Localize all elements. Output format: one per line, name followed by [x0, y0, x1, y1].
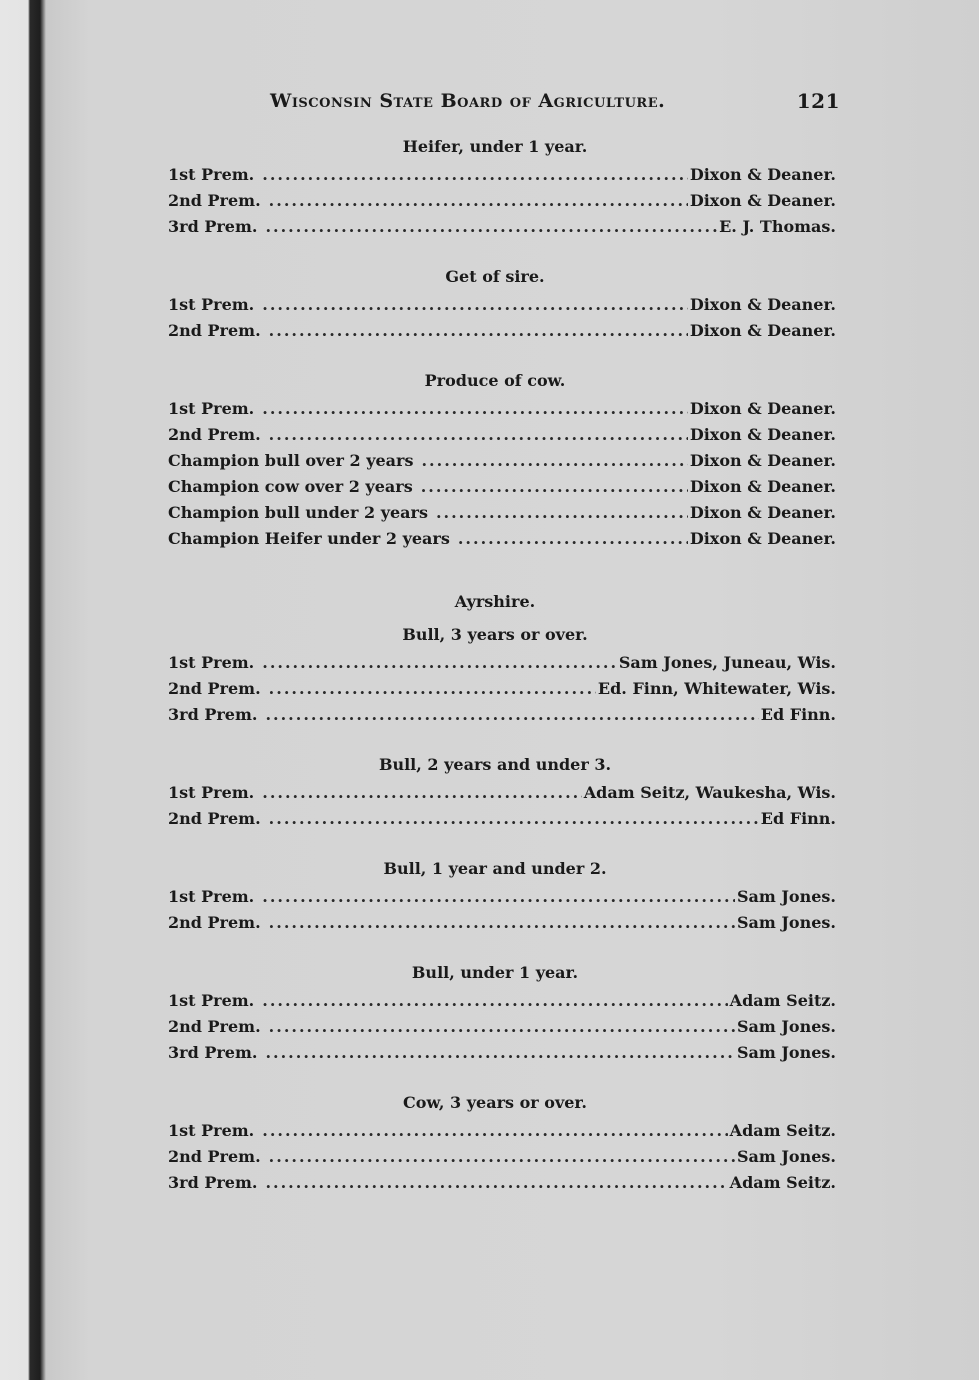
- premium-row: [150, 650, 840, 676]
- leader-dots: [269, 318, 688, 344]
- leader-dots: [269, 1144, 735, 1170]
- section-heading: Cow, 3 years or over.: [403, 1093, 587, 1112]
- premium-row: [150, 422, 840, 448]
- premium-winner: Adam Seitz.: [729, 1173, 836, 1192]
- premium-label: 2nd Prem.: [168, 913, 261, 932]
- premium-label: 1st Prem.: [168, 295, 255, 314]
- section-heading: Bull, 3 years or over.: [402, 625, 588, 644]
- premium-row: [150, 448, 840, 474]
- premium-winner: E. J. Thomas.: [719, 217, 836, 236]
- award-section: [150, 1092, 840, 1196]
- premium-label: 1st Prem.: [168, 1121, 255, 1140]
- premium-label: 1st Prem.: [168, 653, 255, 672]
- premium-winner: Dixon & Deaner.: [689, 503, 836, 522]
- leader-dots: [269, 188, 688, 214]
- premium-row: [150, 884, 840, 910]
- leader-dots: [458, 526, 688, 552]
- page-number: 121: [796, 89, 840, 113]
- premium-row: [150, 806, 840, 832]
- premium-winner: Dixon & Deaner.: [689, 477, 836, 496]
- award-section: [150, 962, 840, 1066]
- premium-row: [150, 1040, 840, 1066]
- premium-winner: Dixon & Deaner.: [689, 425, 836, 444]
- premium-label: 2nd Prem.: [168, 321, 261, 340]
- premium-label: 1st Prem.: [168, 165, 255, 184]
- premium-winner: Sam Jones.: [736, 1043, 836, 1062]
- premium-label: 2nd Prem.: [168, 1017, 261, 1036]
- premium-row: [150, 396, 840, 422]
- page-content: [150, 86, 840, 1196]
- leader-dots: [265, 1170, 727, 1196]
- breed-block: [150, 590, 840, 1196]
- leader-dots: [421, 448, 687, 474]
- award-section: [150, 754, 840, 832]
- premium-label: 2nd Prem.: [168, 809, 261, 828]
- page-title: Wisconsin State Board of Agriculture.: [270, 90, 666, 112]
- premium-row: [150, 1014, 840, 1040]
- premium-row: [150, 702, 840, 728]
- premium-label: Champion bull over 2 years: [168, 451, 414, 470]
- premium-row: [150, 162, 840, 188]
- leader-dots: [262, 780, 582, 806]
- leader-dots: [269, 422, 688, 448]
- premium-winner: Ed Finn.: [760, 705, 836, 724]
- section-heading: Bull, under 1 year.: [411, 963, 579, 982]
- premium-label: 3rd Prem.: [168, 1043, 258, 1062]
- leader-dots: [265, 214, 717, 240]
- premium-winner: Sam Jones.: [736, 1147, 836, 1166]
- leader-dots: [436, 500, 688, 526]
- leader-dots: [421, 474, 688, 500]
- premium-winner: Dixon & Deaner.: [689, 399, 836, 418]
- premium-row: [150, 780, 840, 806]
- premium-label: 2nd Prem.: [168, 679, 261, 698]
- premium-winner: Dixon & Deaner.: [689, 191, 836, 210]
- breed-award-sections: [150, 624, 840, 1196]
- leader-dots: [262, 884, 735, 910]
- leader-dots: [265, 702, 758, 728]
- section-heading: Heifer, under 1 year.: [402, 137, 588, 156]
- award-section: [150, 370, 840, 552]
- leader-dots: [269, 676, 596, 702]
- leader-dots: [269, 806, 759, 832]
- award-section: [150, 624, 840, 728]
- premium-winner: Adam Seitz.: [729, 1121, 836, 1140]
- leader-dots: [262, 162, 688, 188]
- premium-row: [150, 1144, 840, 1170]
- leader-dots: [269, 1014, 735, 1040]
- premium-row: [150, 988, 840, 1014]
- premium-row: [150, 1170, 840, 1196]
- leader-dots: [262, 650, 617, 676]
- premium-row: [150, 474, 840, 500]
- premium-winner: Dixon & Deaner.: [689, 165, 836, 184]
- award-sections: [150, 136, 840, 552]
- premium-label: 1st Prem.: [168, 991, 255, 1010]
- premium-row: [150, 500, 840, 526]
- leader-dots: [262, 292, 688, 318]
- award-section: [150, 858, 840, 936]
- premium-label: Champion cow over 2 years: [168, 477, 413, 496]
- premium-winner: Dixon & Deaner.: [689, 529, 836, 548]
- premium-winner: Sam Jones.: [736, 887, 836, 906]
- running-head: [150, 86, 840, 122]
- award-section: [150, 136, 840, 240]
- premium-row: [150, 214, 840, 240]
- premium-label: 2nd Prem.: [168, 425, 261, 444]
- section-heading: Bull, 2 years and under 3.: [378, 755, 612, 774]
- leader-dots: [262, 1118, 727, 1144]
- premium-winner: Ed. Finn, Whitewater, Wis.: [597, 679, 836, 698]
- premium-winner: Adam Seitz, Waukesha, Wis.: [583, 783, 836, 802]
- premium-winner: Sam Jones.: [736, 1017, 836, 1036]
- award-section: [150, 266, 840, 344]
- premium-winner: Dixon & Deaner.: [689, 321, 836, 340]
- section-heading: Produce of cow.: [424, 371, 566, 390]
- premium-row: [150, 676, 840, 702]
- premium-winner: Ed Finn.: [760, 809, 836, 828]
- leader-dots: [265, 1040, 734, 1066]
- premium-row: [150, 910, 840, 936]
- premium-winner: Sam Jones, Juneau, Wis.: [618, 653, 836, 672]
- premium-label: 1st Prem.: [168, 887, 255, 906]
- leader-dots: [262, 396, 688, 422]
- premium-winner: Sam Jones.: [736, 913, 836, 932]
- premium-label: 2nd Prem.: [168, 191, 261, 210]
- premium-label: 3rd Prem.: [168, 1173, 258, 1192]
- premium-label: 3rd Prem.: [168, 217, 258, 236]
- premium-row: [150, 188, 840, 214]
- premium-label: 1st Prem.: [168, 783, 255, 802]
- premium-winner: Dixon & Deaner.: [689, 451, 836, 470]
- leader-dots: [262, 988, 727, 1014]
- premium-label: Champion bull under 2 years: [168, 503, 428, 522]
- premium-row: [150, 1118, 840, 1144]
- section-heading: Bull, 1 year and under 2.: [383, 859, 607, 878]
- premium-label: Champion Heifer under 2 years: [168, 529, 450, 548]
- premium-row: [150, 526, 840, 552]
- premium-label: 2nd Prem.: [168, 1147, 261, 1166]
- breed-title: Ayrshire.: [454, 592, 536, 611]
- premium-winner: Adam Seitz.: [729, 991, 836, 1010]
- premium-label: 3rd Prem.: [168, 705, 258, 724]
- premium-row: [150, 292, 840, 318]
- section-heading: Get of sire.: [445, 267, 545, 286]
- premium-label: 1st Prem.: [168, 399, 255, 418]
- premium-row: [150, 318, 840, 344]
- leader-dots: [269, 910, 735, 936]
- premium-winner: Dixon & Deaner.: [689, 295, 836, 314]
